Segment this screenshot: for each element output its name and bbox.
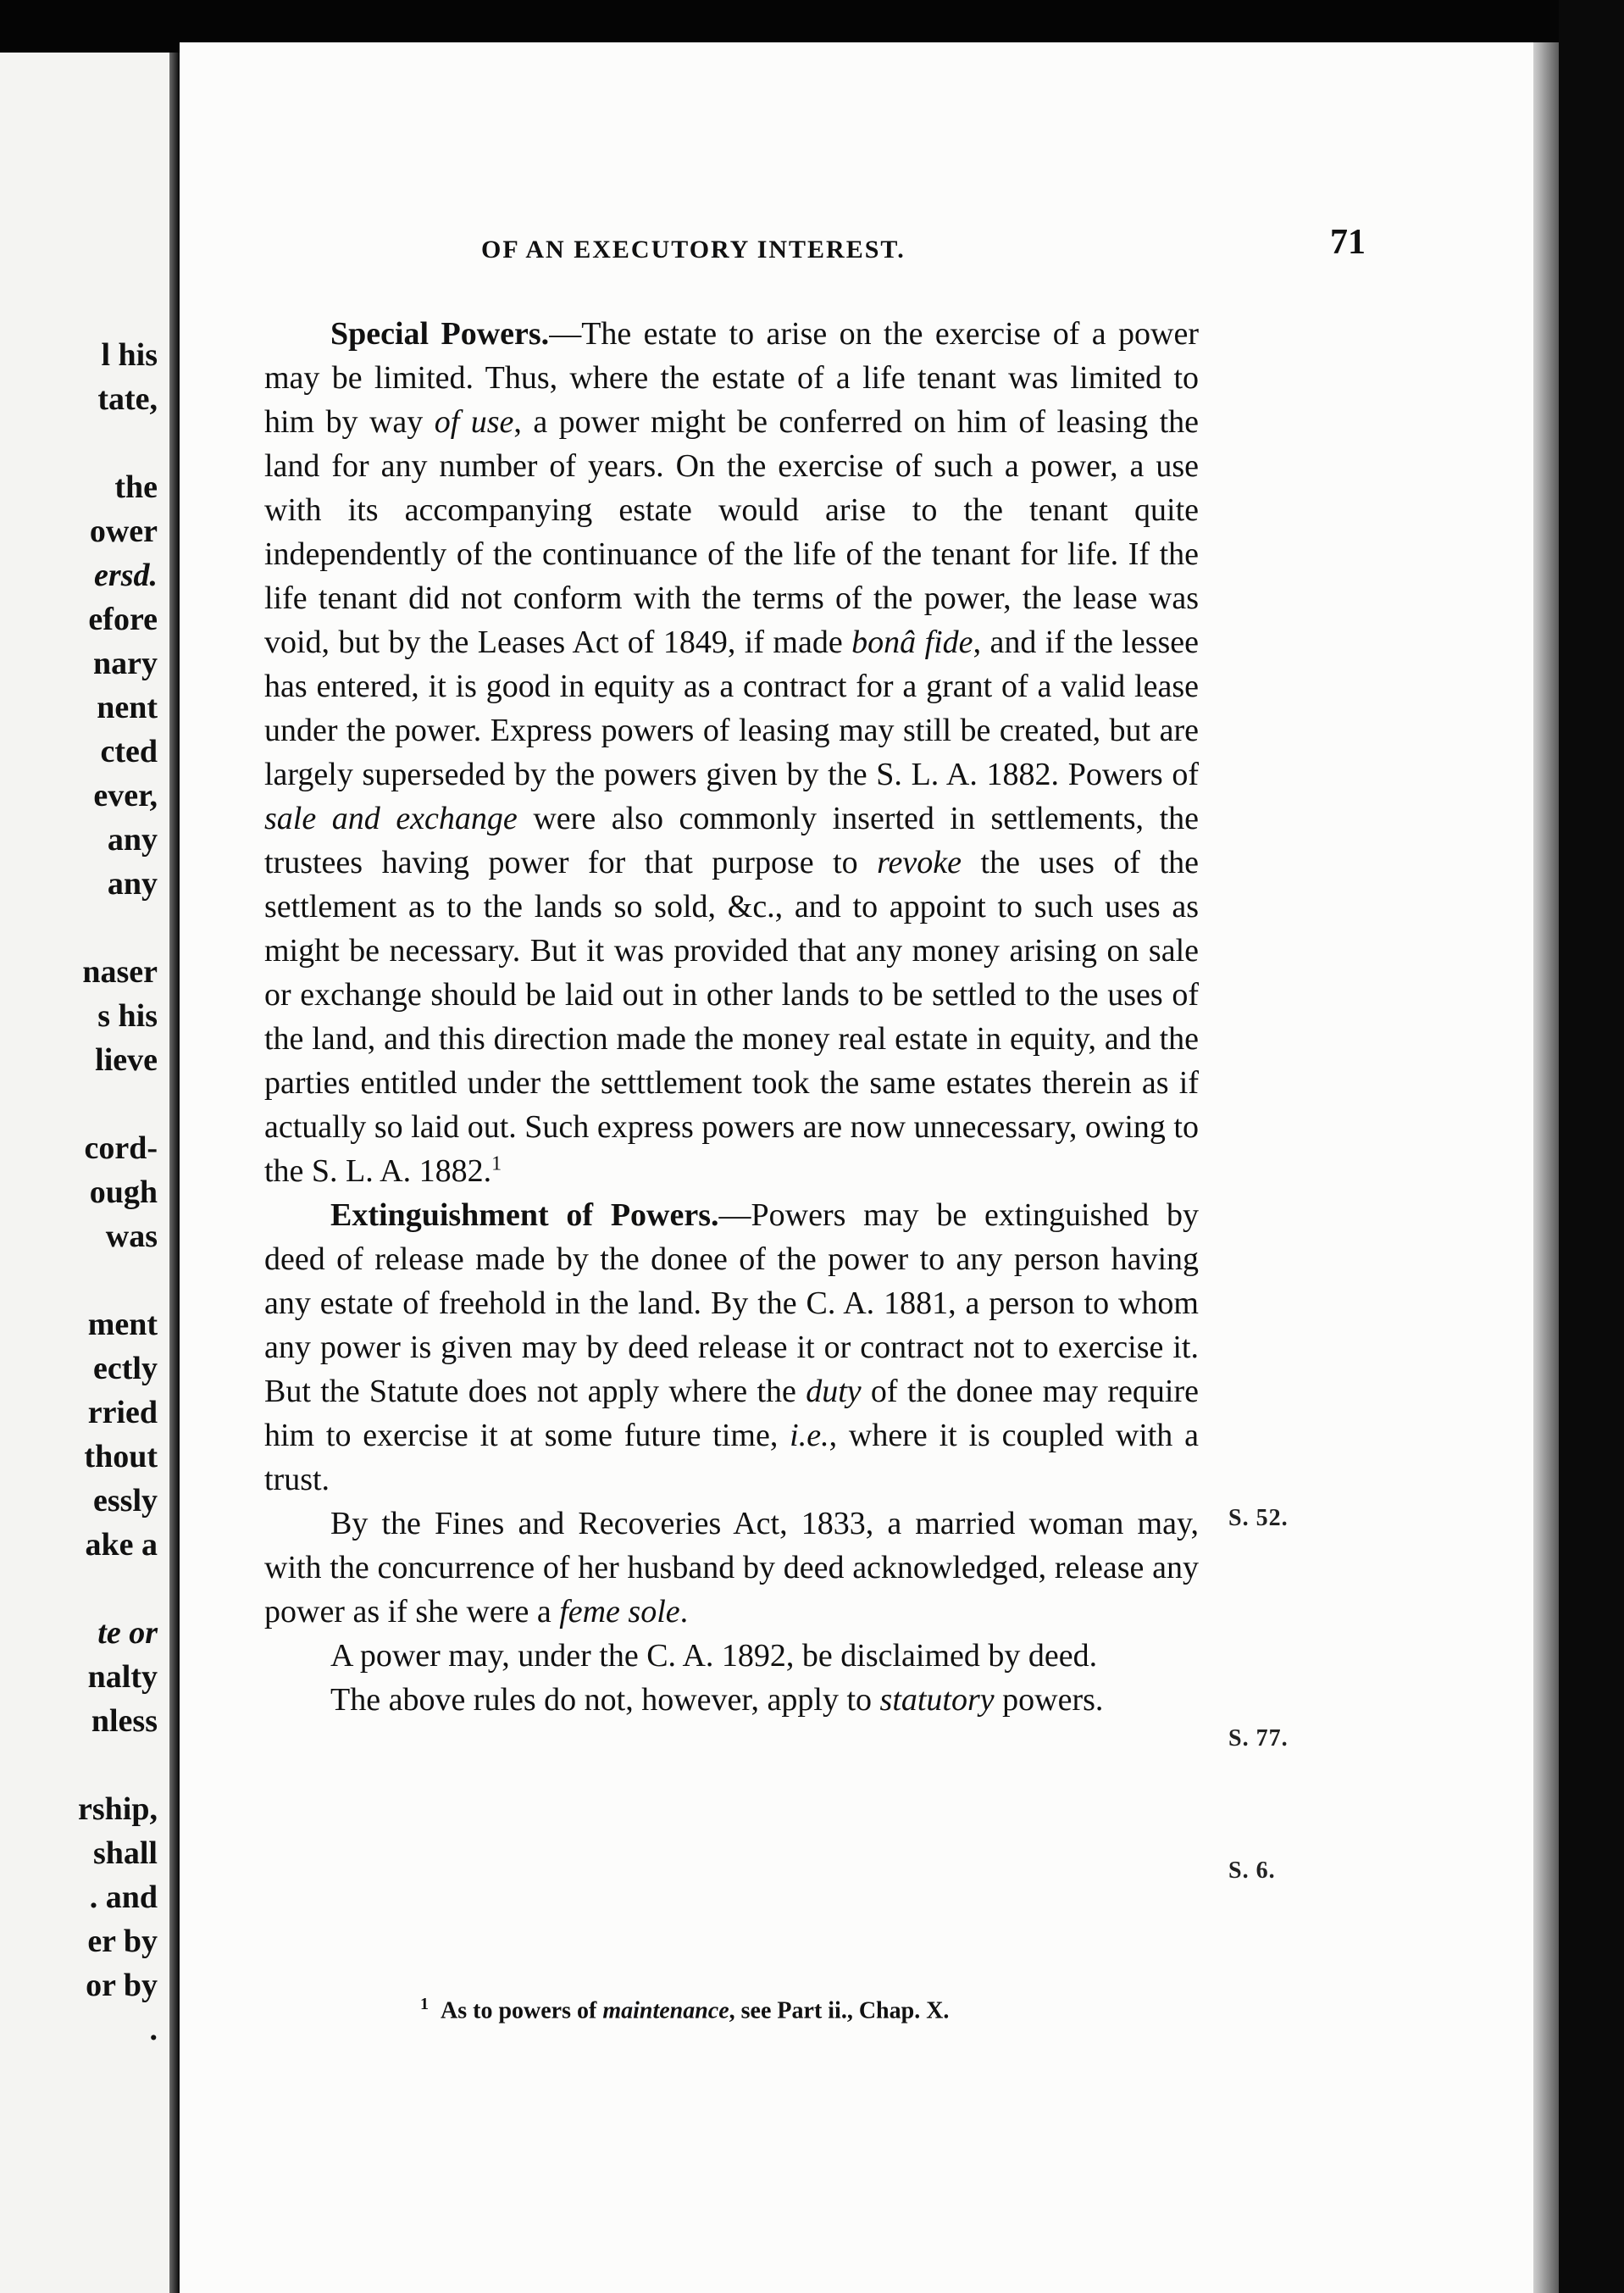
page-right-edge [1533, 42, 1559, 2293]
left-page-fragment: s his [97, 998, 158, 1034]
margin-note: S. 52. [1228, 1505, 1289, 1531]
left-page-fragment: nless [91, 1703, 158, 1739]
paragraph-fines-recoveries: By the Fines and Recoveries Act, 1833, a married woman may, with the concurrence of her husband by deed acknowledged, release any power as if she were a feme sole. [264, 1506, 1199, 1630]
left-page-fragment: was [105, 1219, 158, 1254]
footnote: $^1$ As to powers of maintenance, see Part ii., Chap. X. [420, 1995, 950, 2024]
left-page-fragment: tate, [97, 381, 158, 417]
left-page-fragment: te or [97, 1615, 158, 1651]
left-page-fragment: ment [87, 1307, 158, 1342]
left-page-fragment: l his [101, 337, 158, 373]
left-page-fragment: nent [97, 690, 158, 725]
scan-right-border [1559, 0, 1624, 2293]
left-page-fragment: ower [89, 514, 158, 549]
footnote-reference: 1 [491, 1152, 502, 1175]
left-page-fragment: ake a [85, 1527, 158, 1563]
left-page-fragment: any [107, 822, 158, 858]
section-heading: Special Powers. [330, 316, 550, 352]
left-page-fragment: . [149, 2012, 158, 2047]
left-page-fragment: ever, [93, 778, 158, 813]
left-page-fragment: . and [89, 1879, 158, 1915]
section-heading: Extinguishment of Powers. [330, 1197, 719, 1233]
left-page-fragment: ersd. [94, 558, 158, 593]
left-page-fragment: rried [87, 1395, 158, 1430]
margin-note: S. 77. [1228, 1725, 1289, 1752]
left-page-fragment: nary [93, 646, 158, 681]
left-page-fragment: any [107, 866, 158, 902]
left-page-fragment: or by [86, 1968, 158, 2003]
left-page-fragment: the [114, 469, 158, 505]
left-page-fragment: lieve [95, 1042, 158, 1078]
left-page-fragment: ough [89, 1174, 158, 1210]
left-facing-page [0, 53, 169, 2293]
footnote-mark: 1 [420, 1995, 429, 2013]
paragraph-extinguishment: Extinguishment of Powers.—Powers may be extinguished by deed of release made by the donee of the power to any person having any estate of freehold in the land. By the C. A. 1881, a person to whom any power is given may by deed release it or contract not to exercise it. But the Statute does not apply where the duty of the donee may require him to exercise it at some future time, i.e., where it is coupled with a trust. [264, 1197, 1199, 1497]
left-page-fragment: nalty [87, 1659, 158, 1695]
page-number: 71 [1330, 223, 1366, 262]
left-page-fragment: rship, [78, 1791, 158, 1827]
left-page-fragment: er by [87, 1924, 158, 1959]
running-head: OF AN EXECUTORY INTEREST. [481, 236, 906, 264]
left-page-fragment: efore [88, 602, 158, 637]
left-page-shadow [169, 53, 178, 2293]
margin-note: S. 6. [1228, 1857, 1276, 1884]
left-page-fragment: cord- [84, 1130, 158, 1166]
left-page-fragment: cted [100, 734, 158, 769]
left-page-fragment: essly [93, 1483, 158, 1518]
body-text [264, 312, 1199, 1722]
left-page-fragment: naser [82, 954, 158, 990]
paragraph-disclaimer: A power may, under the C. A. 1892, be disclaimed by deed. [330, 1638, 1098, 1674]
left-page-fragment: thout [84, 1439, 158, 1474]
left-page-fragment: ectly [93, 1351, 158, 1386]
left-page-fragment: shall [92, 1835, 158, 1871]
paragraph-special-powers: Special Powers.—The estate to arise on the exercise of a power may be limited. Thus, where the estate of a life tenant was limited to him by way of use, a power might be conferred on him of leasing the land for any number of years. On the exercise of such a power, a use with its accompanying estate would arise to the tenant quite independently of the continuance of the life of the tenant for life. If the life tenant did not conform with the terms of the power, the lease was void, but by the Leases Act of 1849, if made bonâ fide, and if the lessee has entered, it is good in equity as a contract for a grant of a valid lease under the power. Express powers of leasing may still be created, but are largely superseded by the powers given by the S. L. A. 1882. Powers of sale and exchange were also commonly inserted in settlements, the trustees having power for that purpose to revoke the uses of the settlement as to the lands so sold, &c., and to appoint to such uses as might be necessary. But it was provided that any money arising on sale or exchange should be laid out in other lands to be settled to the uses of the land, and this direction made the money real estate in equity, and the parties entitled under the setttlement took the same estates therein as if actually so laid out. Such express powers are now unnecessary, owing to the S. L. A. 1882.$^1$ [264, 316, 1200, 1189]
paragraph-statutory: The above rules do not, however, apply to statutory powers. [330, 1682, 1104, 1718]
